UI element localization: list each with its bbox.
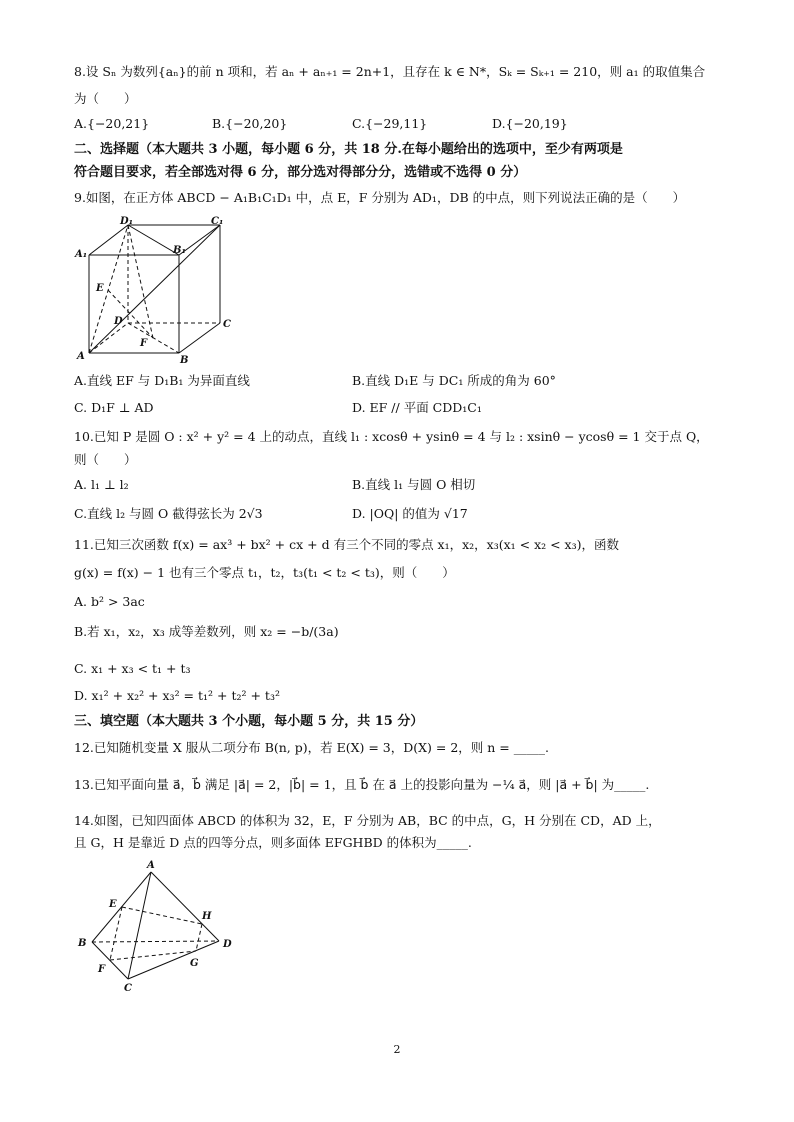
- q10-option-d: D. |OQ| 的值为 √17: [352, 506, 468, 521]
- q11-option-c: C. x₁ + x₃ < t₁ + t₃: [74, 661, 191, 676]
- label-f: F: [140, 338, 148, 349]
- section2-heading-line2: 符合题目要求，若全部选对得 6 分，部分选对得部分分，选错或不选得 0 分）: [74, 165, 527, 180]
- q9-option-d: D. EF // 平面 CDD₁C₁: [352, 400, 482, 415]
- label-b1: B₁: [173, 245, 186, 256]
- q10-option-b: B.直线 l₁ 与圆 O 相切: [352, 477, 476, 492]
- q9-option-a: A.直线 EF 与 D₁B₁ 为异面直线: [74, 373, 250, 388]
- q10-option-a: A. l₁ ⊥ l₂: [74, 477, 129, 492]
- tetrahedron-figure: [72, 855, 242, 995]
- q8-stem-line1: 8.设 Sₙ 为数列{aₙ}的前 n 项和，若 aₙ + aₙ₊₁ = 2n+1，且存在 k ∈ N*，Sₖ = Sₖ₊₁ = 210，则 a₁ 的取值集合: [74, 64, 706, 79]
- label-c1: C₁: [211, 216, 224, 227]
- label-e: E: [109, 899, 117, 910]
- label-f: F: [98, 964, 106, 975]
- q14-stem-line1: 14.如图，已知四面体 ABCD 的体积为 32，E，F 分别为 AB，BC 的中点，G，H 分别在 CD，AD 上，: [74, 813, 661, 828]
- section3-heading: 三、填空题（本大题共 3 个小题，每小题 5 分，共 15 分）: [74, 714, 424, 729]
- label-h: H: [202, 911, 212, 922]
- label-a: A: [147, 860, 155, 871]
- q13-stem: 13.已知平面向量 a⃗，b⃗ 满足 |a⃗| = 2，|b⃗| = 1，且 b⃗ 在 a⃗ 上的投影向量为 −¼ a⃗，则 |a⃗ + b⃗| 为_____.: [74, 777, 650, 792]
- label-d: D: [223, 939, 232, 950]
- q10-stem-line2: 则（ ）: [74, 452, 137, 467]
- label-b: B: [180, 355, 189, 365]
- label-d1: D₁: [120, 216, 134, 227]
- q10-option-c: C.直线 l₂ 与圆 O 截得弦长为 2√3: [74, 506, 263, 521]
- q9-option-b: B.直线 D₁E 与 DC₁ 所成的角为 60°: [352, 373, 556, 388]
- q11-option-a: A. b² > 3ac: [74, 594, 145, 609]
- cube-figure: [72, 215, 242, 365]
- section2-heading-line1: 二、选择题（本大题共 3 小题，每小题 6 分，共 18 分.在每小题给出的选项中，至少有两项是: [74, 142, 623, 157]
- q8-stem-line2: 为（ ）: [74, 91, 137, 106]
- label-a: A: [77, 351, 85, 362]
- page-number: 2: [393, 1043, 401, 1056]
- q11-stem-line1: 11.已知三次函数 f(x) = ax³ + bx² + cx + d 有三个不同的零点 x₁，x₂，x₃(x₁ < x₂ < x₃)，函数: [74, 537, 619, 552]
- q11-stem-line2: g(x) = f(x) − 1 也有三个零点 t₁，t₂，t₃(t₁ < t₂ < t₃)，则（ ）: [74, 565, 455, 580]
- q9-option-c: C. D₁F ⊥ AD: [74, 400, 154, 415]
- label-e: E: [96, 283, 104, 294]
- q11-option-d: D. x₁² + x₂² + x₃² = t₁² + t₂² + t₃²: [74, 688, 280, 703]
- q12-stem: 12.已知随机变量 X 服从二项分布 B(n, p)，若 E(X) = 3，D(X) = 2，则 n = _____.: [74, 740, 549, 755]
- q8-option-d: D.{−20,19}: [492, 116, 568, 131]
- q9-stem: 9.如图，在正方体 ABCD − A₁B₁C₁D₁ 中，点 E，F 分别为 AD₁，DB 的中点，则下列说法正确的是（ ）: [74, 190, 686, 205]
- q8-option-a: A.{−20,21}: [74, 116, 150, 131]
- label-c: C: [223, 319, 231, 330]
- q14-stem-line2: 且 G，H 是靠近 D 点的四等分点，则多面体 EFGHBD 的体积为_____.: [74, 835, 472, 850]
- label-a1: A₁: [75, 249, 88, 260]
- q11-option-b: B.若 x₁，x₂，x₃ 成等差数列，则 x₂ = −b/(3a): [74, 624, 339, 639]
- q8-option-c: C.{−29,11}: [352, 116, 428, 131]
- q8-option-b: B.{−20,20}: [212, 116, 288, 131]
- label-c: C: [124, 983, 132, 994]
- q10-stem-line1: 10.已知 P 是圆 O : x² + y² = 4 上的动点，直线 l₁ : xcosθ + ysinθ = 4 与 l₂ : xsinθ − ycosθ = 1 交于点 Q，: [74, 429, 709, 444]
- label-d: D: [114, 316, 123, 327]
- label-b: B: [78, 938, 87, 949]
- label-g: G: [190, 958, 199, 969]
